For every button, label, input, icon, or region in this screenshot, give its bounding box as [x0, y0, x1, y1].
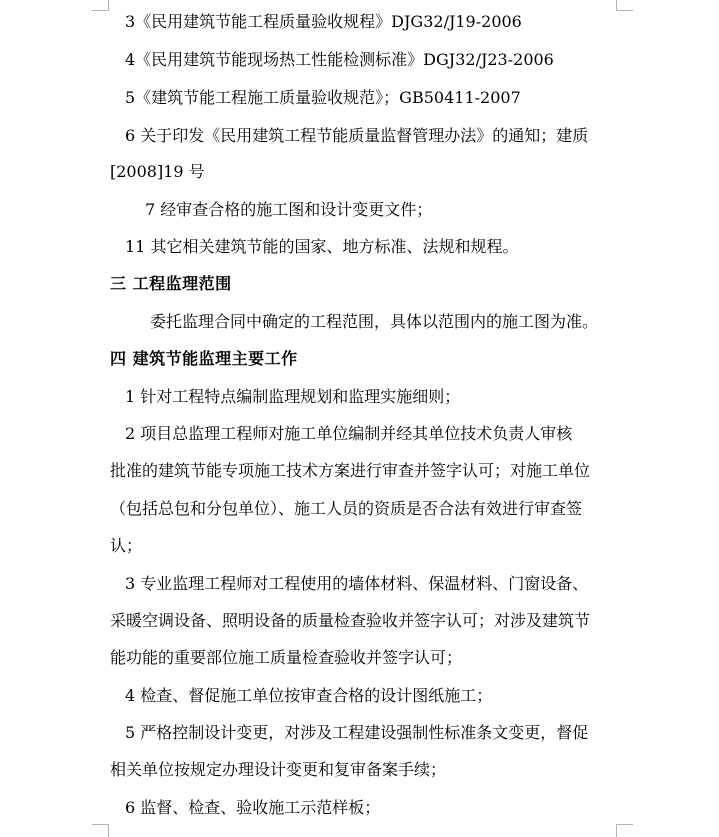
- body-text-line: 4《民用建筑节能现场热工性能检测标准》DGJ32/J23-2006: [125, 50, 554, 69]
- section-heading: 三 工程监理范围: [110, 274, 232, 293]
- body-text-line: 5《建筑节能工程施工质量验收规范》；GB50411-2007: [125, 88, 521, 107]
- body-text-line: 批准的建筑节能专项施工技术方案进行审查并签字认可；对施工单位: [110, 461, 591, 480]
- body-text-line: 采暖空调设备、照明设备的质量检查验收并签字认可；对涉及建筑节: [110, 611, 591, 630]
- page-corner-mark: [616, 824, 633, 837]
- page-corner-mark: [616, 0, 633, 11]
- body-text-line: （包括总包和分包单位）、施工人员的资质是否合法有效进行审查签: [110, 499, 583, 518]
- body-text-line: 能功能的重要部位施工质量检查验收并签字认可；: [110, 648, 463, 667]
- section-heading: 四 建筑节能监理主要工作: [110, 349, 298, 368]
- body-text-line: [2008]19 号: [110, 162, 205, 181]
- body-text-line: 委托监理合同中确定的工程范围，具体以范围内的施工图为准。: [150, 312, 599, 331]
- body-text-line: 5 严格控制设计变更，对涉及工程建设强制性标准条文变更，督促: [125, 723, 589, 742]
- body-text-line: 6 关于印发《民用建筑工程节能质量监督管理办法》的通知；建质: [125, 126, 589, 145]
- body-text-line: 7 经审查合格的施工图和设计变更文件；: [145, 200, 433, 219]
- body-text-line: 认；: [110, 536, 143, 555]
- body-text-line: 11 其它相关建筑节能的国家、地方标准、法规和规程。: [125, 237, 519, 256]
- page-corner-mark: [92, 824, 109, 837]
- body-text-line: 3 专业监理工程师对工程使用的墙体材料、保温材料、门窗设备、: [125, 574, 589, 593]
- body-text-line: 6 监督、检查、验收施工示范样板；: [125, 798, 381, 817]
- body-text-line: 相关单位按规定办理设计变更和复审备案手续；: [110, 760, 447, 779]
- body-text-line: 3《民用建筑节能工程质量验收规程》DJG32/J19-2006: [125, 12, 522, 31]
- page-corner-mark: [92, 0, 109, 11]
- body-text-line: 4 检查、督促施工单位按审查合格的设计图纸施工；: [125, 686, 493, 705]
- body-text-line: 1 针对工程特点编制监理规划和监理实施细则；: [125, 387, 461, 406]
- body-text-line: 2 项目总监理工程师对施工单位编制并经其单位技术负责人审核: [125, 424, 573, 443]
